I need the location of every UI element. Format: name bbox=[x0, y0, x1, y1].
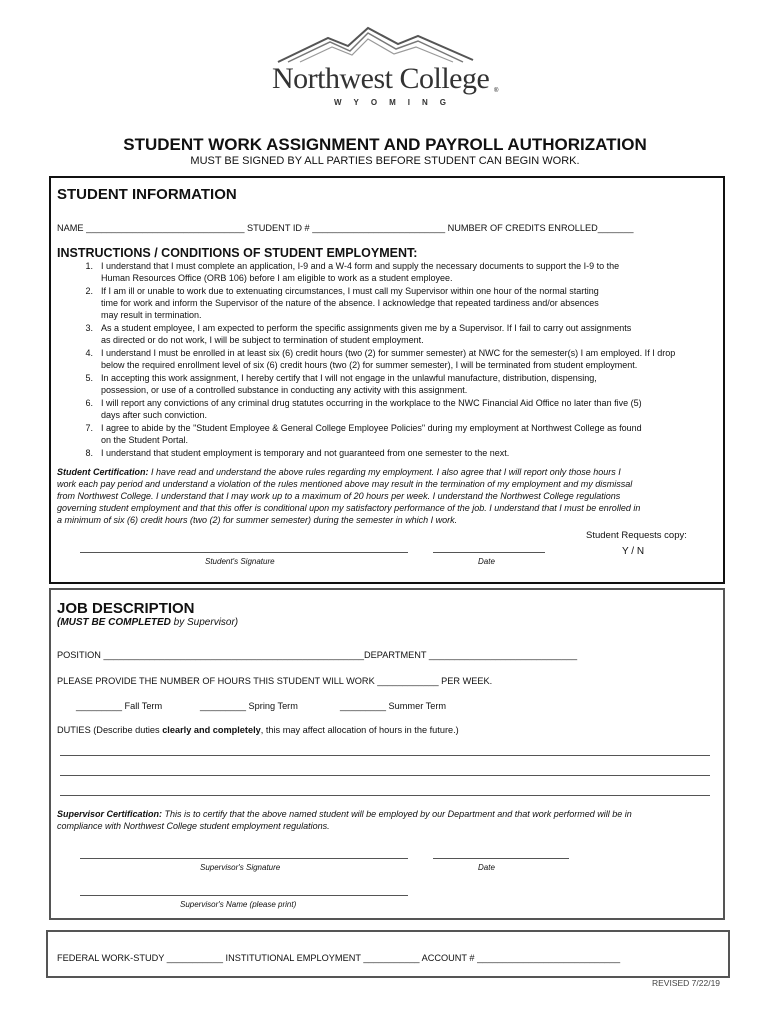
revised-date: REVISED 7/22/19 bbox=[652, 978, 721, 988]
instruction-item bbox=[85, 322, 632, 346]
instruction-number: 6. bbox=[85, 398, 93, 408]
instruction-text-line: time for work and inform the Supervisor of the nature of the absence. I acknowledge that repeated tardiness and/or absences bbox=[101, 298, 599, 308]
student-name-id-credits-line[interactable]: NAME _______________________________ STUDENT ID # __________________________ NUMBER OF CREDITS ENROLLED_______ bbox=[57, 223, 634, 233]
student-cert-line: from Northwest College. I understand that I may work up to a maximum of 20 hours per week. I understand the Northwest College regulations bbox=[57, 491, 621, 501]
job-description-subheading bbox=[57, 617, 238, 628]
duties-line[interactable] bbox=[60, 795, 710, 796]
summer-term-field[interactable]: _________ Summer Term bbox=[340, 701, 447, 711]
instruction-item bbox=[85, 372, 597, 396]
student-date-line[interactable] bbox=[433, 552, 545, 553]
student-cert-line: work each pay period and understand a violation of the rules mentioned above may result in the termination of my employment and my dismissal bbox=[57, 479, 633, 489]
supervisor-signature-caption: Supervisor's Signature bbox=[200, 863, 281, 872]
form-subtitle: MUST BE SIGNED BY ALL PARTIES BEFORE STUDENT CAN BEGIN WORK. bbox=[190, 155, 580, 167]
student-cert-label: Student Certification: bbox=[57, 467, 149, 477]
supervisor-name-line[interactable] bbox=[80, 895, 408, 896]
job-description-section bbox=[49, 588, 725, 920]
fall-term-field[interactable]: _________ Fall Term bbox=[76, 701, 163, 711]
form-title: STUDENT WORK ASSIGNMENT AND PAYROLL AUTHORIZATION bbox=[123, 135, 647, 154]
instruction-text-line: I will report any convictions of any criminal drug statutes occurring in the workplace to the NWC Financial Aid Office no later than five (5) bbox=[101, 398, 642, 408]
instruction-text-line: I understand I must be enrolled in at least six (6) credit hours (two (2) for summer semester) at NWC for the semester(s) I am employed. If I drop bbox=[101, 348, 676, 358]
supervisor-cert-line: compliance with Northwest College student employment regulations. bbox=[57, 821, 330, 831]
student-cert-line: a minimum of six (6) credit hours (two (2) for summer semester) during the semester in which I work. bbox=[57, 515, 458, 525]
instruction-number: 4. bbox=[85, 348, 93, 358]
logo-registered: ® bbox=[494, 88, 499, 94]
instruction-number: 1. bbox=[85, 261, 93, 271]
duties-bold: clearly and completely bbox=[162, 725, 261, 735]
instruction-item bbox=[85, 397, 642, 421]
duties-post: , this may affect allocation of hours in the future.) bbox=[260, 725, 459, 735]
instruction-number: 2. bbox=[85, 286, 93, 296]
instruction-item bbox=[85, 285, 599, 321]
student-signature-caption: Student's Signature bbox=[205, 557, 275, 566]
supervisor-certification bbox=[57, 808, 713, 832]
job-description-heading: JOB DESCRIPTION bbox=[57, 600, 195, 617]
college-logo bbox=[258, 24, 508, 114]
supervisor-name-caption: Supervisor's Name (please print) bbox=[180, 900, 297, 909]
spring-term-field[interactable]: _________ Spring Term bbox=[200, 701, 298, 711]
student-cert-line: governing student employment and that this offer is conditional upon my satisfactory performance of the job. I understand that I must be enrolled in bbox=[57, 503, 641, 513]
instruction-item bbox=[85, 447, 510, 459]
logo-name: Northwest College bbox=[272, 62, 490, 95]
mountain-logo-icon bbox=[258, 24, 508, 64]
student-certification bbox=[57, 466, 713, 526]
instruction-text-line: I understand that student employment is temporary and not guaranteed from one semester to the next. bbox=[101, 448, 510, 458]
duties-label bbox=[57, 725, 459, 735]
instruction-text-line: I agree to abide by the "Student Employee & General College Employee Policies" during my employment at Northwest College as found bbox=[101, 423, 642, 433]
job-sub-bold: (MUST BE COMPLETED bbox=[57, 617, 171, 628]
supervisor-date-line[interactable] bbox=[433, 858, 569, 859]
duties-line[interactable] bbox=[60, 775, 710, 776]
hours-per-week-line[interactable]: PLEASE PROVIDE THE NUMBER OF HOURS THIS STUDENT WILL WORK ____________ PER WEEK. bbox=[57, 676, 493, 686]
supervisor-date-caption: Date bbox=[478, 863, 495, 872]
copy-request-label: Student Requests copy: bbox=[586, 530, 687, 541]
position-department-line[interactable]: POSITION ___________________________________________________DEPARTMENT _____________________________ bbox=[57, 650, 578, 660]
supervisor-cert-label: Supervisor Certification: bbox=[57, 809, 163, 819]
instruction-text-line: As a student employee, I am expected to perform the specific assignments given me by a Supervisor. If I fail to carry out assignments bbox=[101, 323, 632, 333]
instruction-text-line: may result in termination. bbox=[101, 310, 202, 320]
instruction-item bbox=[85, 347, 676, 371]
instruction-text-line: days after such conviction. bbox=[101, 410, 208, 420]
instruction-text-line: In accepting this work assignment, I hereby certify that I will not engage in the unlawful manufacture, distribution, dispensing, bbox=[101, 373, 597, 383]
instruction-text-line: If I am ill or unable to work due to extenuating circumstances, I must call my Supervisor within one hour of the normal starting bbox=[101, 286, 599, 296]
instruction-item bbox=[85, 260, 620, 284]
job-sub-rest: by Supervisor) bbox=[170, 617, 239, 628]
instruction-item bbox=[85, 422, 642, 446]
instruction-text-line: I understand that I must complete an application, I-9 and a W-4 form and supply the necessary documents to support the I-9 to the bbox=[101, 261, 620, 271]
instruction-text-line: Human Resources Office (ORB 106) before I am eligible to work as a student employee. bbox=[101, 273, 453, 283]
student-cert-line: I have read and understand the above rules regarding my employment. I also agree that I will report only those hours I bbox=[148, 467, 621, 477]
instruction-number: 5. bbox=[85, 373, 93, 383]
instruction-number: 8. bbox=[85, 448, 93, 458]
funding-line[interactable]: FEDERAL WORK-STUDY ___________ INSTITUTIONAL EMPLOYMENT ___________ ACCOUNT # ____________________________ bbox=[57, 953, 621, 963]
instruction-text-line: on the Student Portal. bbox=[101, 435, 189, 445]
instruction-text-line: below the required enrollment level of six (6) credit hours (two (2) for summer semester), I will be terminated from student employment. bbox=[101, 360, 638, 370]
instruction-number: 7. bbox=[85, 423, 93, 433]
instructions-heading: INSTRUCTIONS / CONDITIONS OF STUDENT EMPLOYMENT: bbox=[57, 246, 418, 260]
supervisor-cert-line: This is to certify that the above named student will be employed by our Department and that work performed will be in bbox=[162, 809, 632, 819]
student-info-heading: STUDENT INFORMATION bbox=[57, 186, 237, 203]
instruction-text-line: as directed or do not work, I will be subject to termination of student employment. bbox=[101, 335, 424, 345]
student-date-caption: Date bbox=[478, 557, 495, 566]
instruction-text-line: possession, or use of a controlled substance in conducting any activity with this assignment. bbox=[101, 385, 468, 395]
supervisor-signature-line[interactable] bbox=[80, 858, 408, 859]
student-signature-line[interactable] bbox=[80, 552, 408, 553]
logo-subtitle: WYOMING bbox=[334, 98, 458, 107]
duties-pre: DUTIES (Describe duties bbox=[57, 725, 163, 735]
instruction-number: 3. bbox=[85, 323, 93, 333]
duties-line[interactable] bbox=[60, 755, 710, 756]
copy-request-options[interactable]: Y / N bbox=[622, 546, 645, 557]
